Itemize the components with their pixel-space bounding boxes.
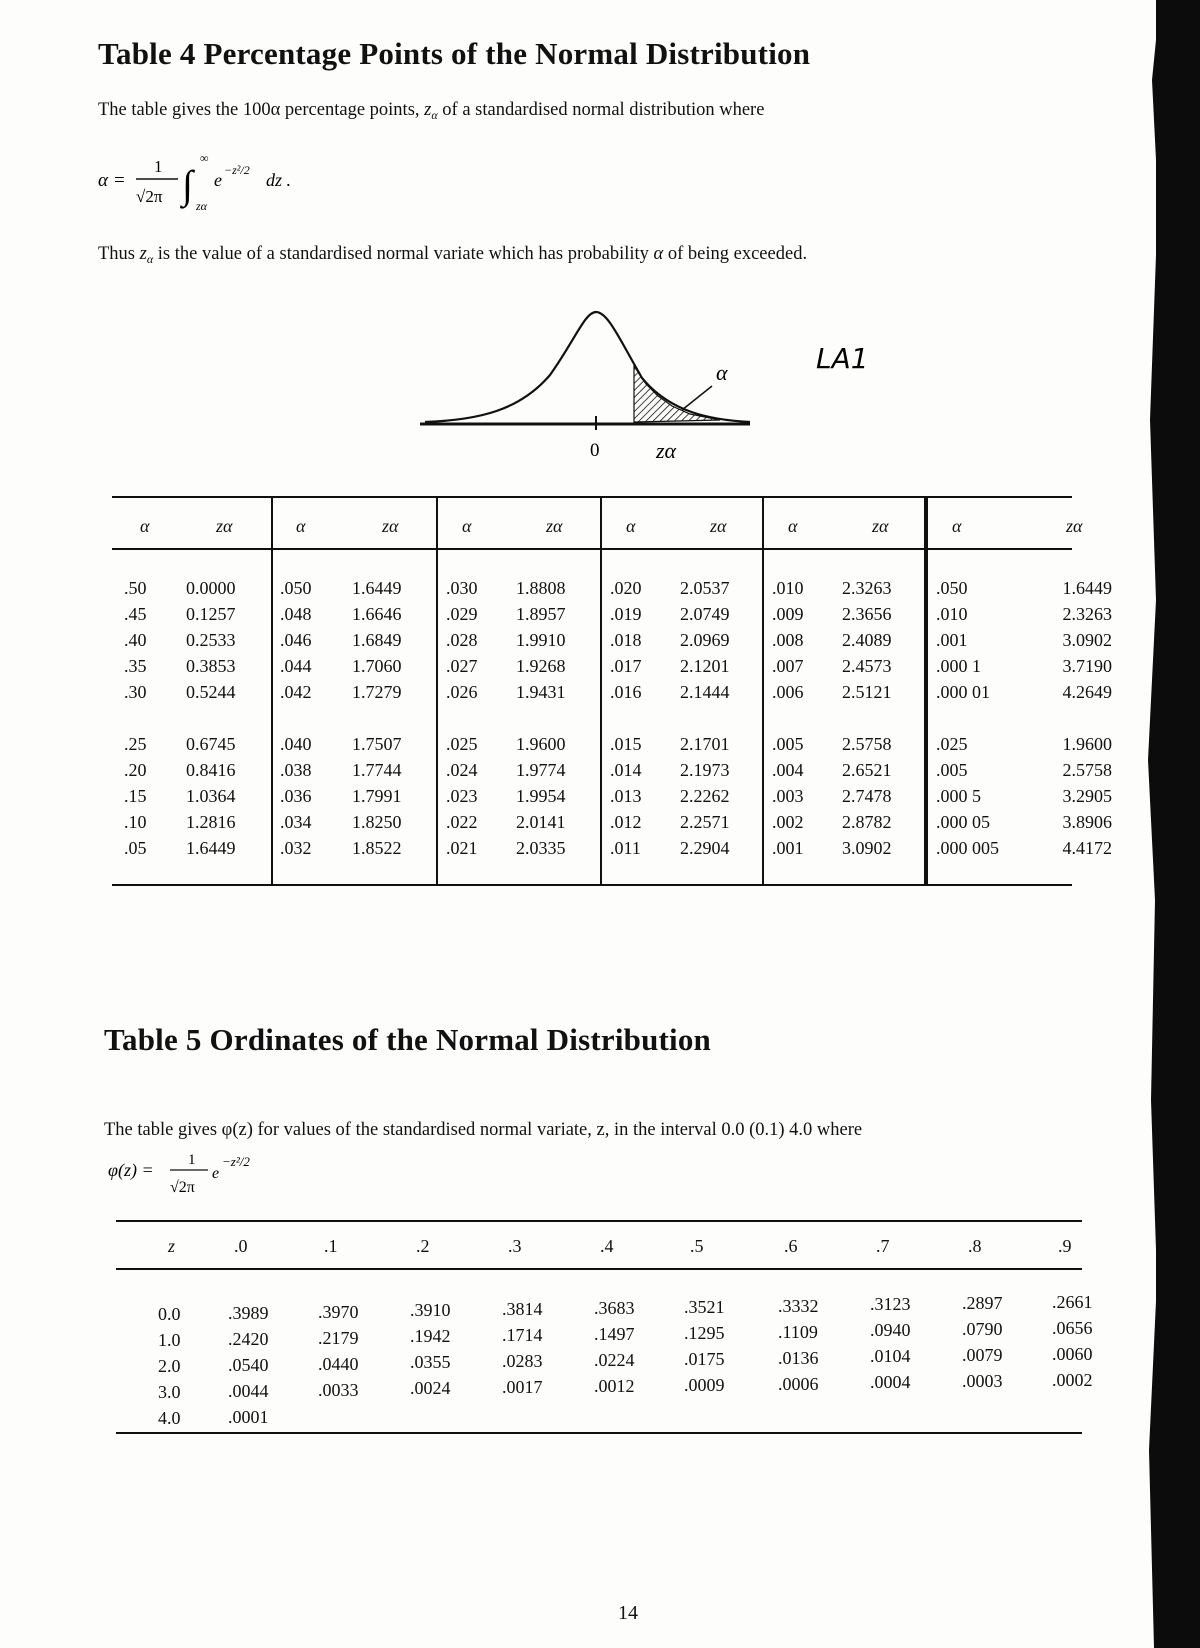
formula-integral-upper: ∞ [200,151,209,165]
table4-cell: .021 [446,838,478,858]
table4-cell: .012 [610,812,642,832]
table5-formula-graphic [108,1146,308,1202]
page-number: 14 [618,1602,638,1624]
phi-exponent: −z²/2 [222,1154,250,1169]
thus-z-sub: α [146,252,154,266]
formula-dz: dz . [266,170,292,190]
table4-title: Table 4 Percentage Points of the Normal Distribution [98,36,811,71]
table4-cell: 1.9954 [516,786,566,806]
table4-cell: 1.9268 [516,656,566,676]
table5-cell: .0004 [870,1372,911,1393]
table4-cell: 1.7991 [352,786,402,806]
tail-alpha-label: α [716,360,728,385]
table5-cell: .0017 [502,1377,543,1398]
table4-cell: .023 [446,786,478,806]
table5-header-cell: .2 [416,1236,430,1256]
table4-cell: .30 [124,682,147,702]
table4-cell: .005 [936,760,968,780]
table4-header-alpha-1: α [296,516,306,536]
table4-cell: 2.3656 [842,604,892,624]
table4-cell: 2.5121 [842,682,892,702]
table4-cell: 0.5244 [186,682,236,702]
table5-cell: .0940 [870,1320,911,1341]
table4-formula [98,148,338,220]
formula-integral-lower: zα [196,199,207,213]
table4-vrule-4 [762,498,764,886]
table4-cell: .000 5 [936,786,981,806]
table5-cell: .0003 [962,1371,1003,1392]
table4-bottom-rule [112,884,1072,886]
table5-cell: .3910 [410,1300,451,1321]
table4-cell: .050 [280,578,312,598]
table4-cell: 1.8957 [516,604,566,624]
table4-cell: 1.9910 [516,630,566,650]
table4-cell: .017 [610,656,642,676]
table4-cell: 2.6521 [842,760,892,780]
table5-intro: The table gives φ(z) for values of the standardised normal variate, z, in the interval 0.0 (0.1) 4.0 where [104,1120,863,1140]
table4-top-rule [112,496,1072,498]
table5-cell: .0006 [778,1373,819,1394]
table4-cell: 1.9600 [516,734,566,754]
table5-cell: .1942 [410,1326,451,1347]
table4-cell: 1.8250 [352,812,402,832]
table5-title: Table 5 Ordinates of the Normal Distribution [104,1022,712,1057]
table4-header-rule [112,548,1072,550]
table4-cell: .005 [772,734,804,754]
phi-denominator: √2π [170,1179,195,1196]
table4-cell: 2.2262 [680,786,730,806]
table4-cell: 4.4172 [1062,838,1112,858]
table4-cell: .040 [280,734,312,754]
table4-header-alpha-3: α [626,516,636,536]
table5-cell: .0790 [962,1319,1003,1340]
handwritten-note: LA1 [816,342,869,375]
thus-c: of being exceeded. [663,244,808,264]
table5-header-rule [116,1268,1082,1270]
table4-cell: 2.1201 [680,656,730,676]
table4-cell: .000 05 [936,812,990,832]
table5-cell: .0136 [778,1347,819,1368]
table4-vrule-2 [436,498,438,886]
table5-cell: .1109 [778,1321,818,1342]
table4-intro-z-sub: α [431,108,438,122]
table4-cell: .050 [936,578,968,598]
tail-area-shading [634,366,720,422]
table4-cell: .010 [772,578,804,598]
table4-cell: 2.0969 [680,630,730,650]
table4-cell: .000 01 [936,682,990,702]
table4-cell: .003 [772,786,804,806]
table4-cell: 2.0749 [680,604,730,624]
table5-cell: 0.0 [158,1304,181,1324]
table5-cell: .0224 [594,1350,635,1370]
table4-cell: .004 [772,760,804,780]
table5-cell: 1.0 [158,1330,181,1350]
table4-cell: .020 [610,578,642,598]
table4-cell: 2.8782 [842,812,892,832]
table5-cell: .3123 [870,1294,911,1315]
table4-header-alpha-4: α [788,516,798,536]
table4-cell: .024 [446,760,478,780]
table5-cell: .3814 [502,1299,543,1320]
table4-cell: 1.6646 [352,604,402,624]
table5-cell: .0012 [594,1376,635,1396]
table4-cell: .014 [610,760,642,780]
table4-cell: .025 [446,734,478,754]
table4-cell: .046 [280,630,312,650]
table5-cell: .0060 [1052,1344,1093,1364]
table4-header-z-5: zα [1066,516,1083,536]
table4-cell: 2.3263 [842,578,892,598]
table4-cell: .40 [124,630,147,650]
table5-cell: .1714 [502,1325,543,1346]
table5-cell: .3683 [594,1298,635,1318]
table4-cell: 4.2649 [1062,682,1112,702]
table4-cell: 2.1973 [680,760,730,780]
table4-cell: 1.6449 [352,578,402,598]
table4-cell: 1.7507 [352,734,402,754]
table4-thus [98,244,807,267]
table5-cell: .0033 [318,1379,359,1400]
table4-vrule-1 [271,498,273,886]
table4-header-z-3: zα [710,516,727,536]
table4-cell: 0.3853 [186,656,236,676]
table5-cell: .0001 [228,1406,269,1427]
table4-cell: .10 [124,812,147,832]
table4-cell: 1.0364 [186,786,236,806]
table4-cell: .011 [610,838,641,858]
table4-cell: .000 1 [936,656,981,676]
table4-cell: 2.1701 [680,734,730,754]
table4-header-alpha-0: α [140,516,150,536]
table5-cell: .3521 [684,1296,725,1317]
formula-denominator: √2π [136,187,163,206]
table4-intro-a: The table gives the 100α percentage points, [98,100,425,120]
table4-cell: .000 005 [936,838,999,858]
table4-cell: .044 [280,656,312,676]
table5-cell: .0079 [962,1345,1003,1366]
table4-cell: 3.8906 [1062,812,1112,832]
table4-cell: .025 [936,734,968,754]
table5-cell: 3.0 [158,1382,181,1402]
table4-cell: .013 [610,786,642,806]
normal-curve-figure [420,300,920,470]
table4-cell: 0.6745 [186,734,236,754]
table4-cell: .05 [124,838,147,858]
table4-cell: 1.2816 [186,812,236,832]
table4-cell: .001 [936,630,968,650]
table4-cell: 1.6449 [1062,578,1112,598]
table4-cell: 3.0902 [842,838,892,858]
table4-cell: 1.6449 [186,838,236,858]
table4-cell: .45 [124,604,147,624]
table4-formula-graphic [98,148,338,220]
table4-intro [98,100,764,123]
table4-header-z-2: zα [546,516,563,536]
table4-cell: 2.4089 [842,630,892,650]
table4-cell: 0.1257 [186,604,236,624]
table5-cell: .0283 [502,1351,543,1372]
table4-cell: .015 [610,734,642,754]
table5-header-cell: .8 [968,1236,982,1256]
table5-cell: .2420 [228,1328,269,1349]
table5-cell: .1497 [594,1324,635,1344]
table5-header-cell: z [168,1236,176,1256]
table4-cell: .25 [124,734,147,754]
table4-cell: 1.8522 [352,838,402,858]
table4-header-alpha-5: α [952,516,962,536]
table5-cell: .0440 [318,1353,359,1374]
table5-cell: 2.0 [158,1356,181,1376]
table4-cell: .35 [124,656,147,676]
table5-cell: .2179 [318,1327,359,1348]
table5-header-cell: .4 [600,1236,614,1256]
table4-cell: .034 [280,812,312,832]
table5-formula [108,1146,308,1202]
table4-cell: 1.9600 [1062,734,1112,754]
table4-cell: 1.7279 [352,682,402,702]
table5-cell: .0104 [870,1346,911,1367]
table5-bottom-rule [116,1432,1082,1434]
table5-cell: .0656 [1052,1318,1093,1338]
table4-cell: .008 [772,630,804,650]
table4-cell: .15 [124,786,147,806]
table4-cell: 2.4573 [842,656,892,676]
table4-vrule-3 [600,498,602,886]
table5-header-cell: .7 [876,1236,890,1256]
scan-page-edge [1156,0,1200,1648]
table4-cell: 2.3263 [1062,604,1112,624]
table4-intro-z: z [424,100,432,120]
table4-cell: 0.8416 [186,760,236,780]
table4-cell: 2.2904 [680,838,730,858]
table4-cell: 1.9431 [516,682,566,702]
table4-cell: .042 [280,682,312,702]
table4-cell: 2.0141 [516,812,566,832]
table4-cell: 2.0335 [516,838,566,858]
table5-cell: .0355 [410,1352,451,1373]
table4-cell: .20 [124,760,147,780]
z-alpha-label: zα [656,438,677,463]
table5-header-cell: .6 [784,1236,798,1256]
table5-header-cell: .9 [1058,1236,1072,1256]
table4-intro-b: of a standardised normal distribution where [437,100,765,120]
thus-b: is the value of a standardised normal variate which has probability [153,244,654,264]
table5-cell: 4.0 [158,1408,181,1428]
table4-cell: 2.2571 [680,812,730,832]
table4-cell: 1.9774 [516,760,566,780]
zero-label: 0 [590,440,600,461]
table4-cell: .007 [772,656,804,676]
table4-cell: .029 [446,604,478,624]
table4-cell: 2.7478 [842,786,892,806]
table5-cell: .0002 [1052,1370,1093,1390]
table5-cell: .2897 [962,1293,1003,1314]
alpha-pointer [682,386,712,410]
table5-header-cell: .1 [324,1236,338,1256]
table5-cell: .3989 [228,1302,269,1323]
phi-base: e [212,1165,220,1182]
scan-edge-ragged [1146,0,1160,1648]
table5-header-cell: .3 [508,1236,522,1256]
table4-cell: .022 [446,812,478,832]
table4-header-z-4: zα [872,516,889,536]
table4-cell: .036 [280,786,312,806]
table4-cell: .018 [610,630,642,650]
table5-header-cell: .5 [690,1236,704,1256]
table5-cell: .2661 [1052,1292,1093,1312]
table4-cell: .009 [772,604,804,624]
table4-cell: 2.5758 [1062,760,1112,780]
table4-cell: .048 [280,604,312,624]
phi-numerator: 1 [188,1152,196,1168]
formula-integral-sign: ∫ [182,162,193,207]
table4-cell: .001 [772,838,804,858]
table5-cell: .3332 [778,1295,819,1316]
table4-cell: 0.2533 [186,630,236,650]
table4-cell: .027 [446,656,478,676]
phi-lhs: φ(z) = [108,1160,154,1180]
table5-header-cell: .0 [234,1236,248,1256]
table4-cell: .030 [446,578,478,598]
table5-cell: .0009 [684,1374,725,1395]
table5-cell: .0540 [228,1354,269,1375]
table4-cell: 0.0000 [186,578,236,598]
table4-cell: 1.7060 [352,656,402,676]
table4-cell: .006 [772,682,804,702]
formula-numerator: 1 [154,157,163,176]
table4-cell: .026 [446,682,478,702]
table5-cell: .0024 [410,1378,451,1399]
table4-cell: 2.0537 [680,578,730,598]
table4-cell: 1.7744 [352,760,402,780]
table4-cell: 2.5758 [842,734,892,754]
table5-top-rule [116,1220,1082,1222]
table5-cell: .1295 [684,1322,725,1343]
table4-cell: .019 [610,604,642,624]
formula-exponent: −z²/2 [224,163,250,177]
table5-cell: .0044 [228,1380,269,1401]
table4-cell: 1.6849 [352,630,402,650]
table4-header-alpha-2: α [462,516,472,536]
table4-cell: 1.8808 [516,578,566,598]
table4-cell: .032 [280,838,312,858]
thus-a: Thus [98,244,140,264]
table4-header-z-0: zα [216,516,233,536]
thus-z: z [139,244,147,264]
table4-cell: .002 [772,812,804,832]
table5-cell: .0175 [684,1348,725,1369]
thus-alpha: α [653,244,664,264]
table4-cell: .010 [936,604,968,624]
table4-cell: .028 [446,630,478,650]
table4-cell: .50 [124,578,147,598]
table4-cell: 3.0902 [1062,630,1112,650]
table4-cell: 3.2905 [1062,786,1112,806]
normal-curve [420,312,750,430]
table4-cell: .016 [610,682,642,702]
table4-cell: 3.7190 [1062,656,1112,676]
table5-cell: .3970 [318,1301,359,1322]
table4-cell: 2.1444 [680,682,730,702]
formula-integrand: e [214,170,222,190]
table4-cell: .038 [280,760,312,780]
formula-lhs: α = [98,170,126,191]
table4-header-z-1: zα [382,516,399,536]
table4-vrule-5 [924,498,928,886]
